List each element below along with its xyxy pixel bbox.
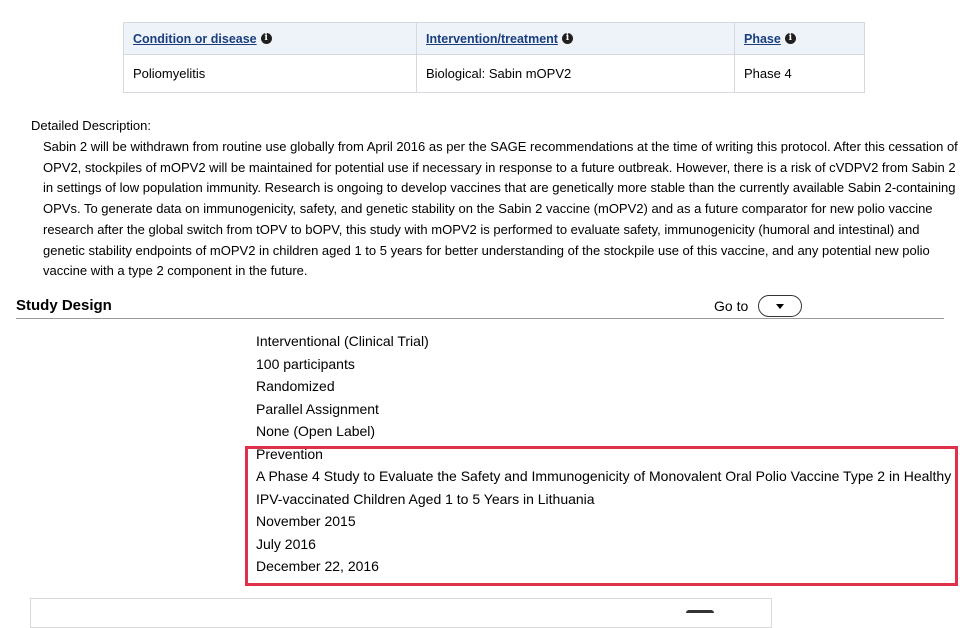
table-row xyxy=(124,54,864,92)
value-primary-purpose: Prevention xyxy=(256,446,323,462)
cell-intervention: Biological: Sabin mOPV2 xyxy=(417,54,735,92)
value-enrollment: 100 participants xyxy=(256,356,355,372)
conditions-table-header xyxy=(124,23,864,55)
goto-dropdown-button[interactable] xyxy=(758,295,802,317)
value-study-type: Interventional (Clinical Trial) xyxy=(256,333,429,349)
intervention-header-link[interactable]: Intervention/treatment xyxy=(426,31,558,46)
next-section-panel xyxy=(30,598,772,628)
phase-header-link[interactable]: Phase xyxy=(744,31,781,46)
section-divider xyxy=(16,318,944,319)
info-icon[interactable]: i xyxy=(261,33,272,44)
cell-phase: Phase 4 xyxy=(744,65,792,81)
condition-header-link[interactable]: Condition or disease xyxy=(133,31,257,46)
description-text: Sabin 2 will be withdrawn from routine use globally from April 2016 as per the SAGE recommendations at the time of writing this protocol. After this cessation of OPV2, stockpiles of mOPV2 will be maintained for potential use if necessary in response to a future outbreak. However, there is a risk of cVDPV2 from Sabin 2 in settings of low population immunity. Research is ongoing to develop vaccines that are genetically more stable than the currently available Sabin 2-containing OPVs. To generate data on immunogenicity, safety, and genetic stability on the Sabin 2 vaccine (mOPV2) and as a future comparator for new polio vaccine research after the global switch from tOPV to bOPV, this study with mOPV2 is performed to evaluate safety, immunogenicity (humoral and intestinal) and genetic stability endpoints of mOPV2 in children aged 1 to 5 years for better understanding of the stockpile use of this vaccine, and any potential new polio vaccine with a type 2 component in the future. xyxy=(43,139,958,279)
info-icon[interactable]: i xyxy=(562,33,573,44)
header-condition[interactable] xyxy=(124,23,417,54)
value-study-completion-date: December 22, 2016 xyxy=(256,558,379,574)
section-title: Study Design xyxy=(16,297,112,314)
value-allocation: Randomized xyxy=(256,378,335,394)
value-masking: None (Open Label) xyxy=(256,423,376,439)
info-icon[interactable]: i xyxy=(785,33,796,44)
value-official-title-line2: IPV-vaccinated Children Aged 1 to 5 Years in Lithuania xyxy=(256,491,595,507)
value-intervention-model: Parallel Assignment xyxy=(256,401,379,417)
header-intervention[interactable] xyxy=(417,23,735,54)
goto-label: Go to xyxy=(714,298,749,314)
value-primary-completion-date: July 2016 xyxy=(256,536,316,552)
value-official-title-line1: A Phase 4 Study to Evaluate the Safety and Immunogenicity of Monovalent Oral Polio Vaccine Type 2 in Healthy xyxy=(256,468,952,484)
conditions-table xyxy=(123,22,865,93)
value-study-start-date: November 2015 xyxy=(256,513,356,529)
header-phase[interactable] xyxy=(735,23,864,54)
caret-down-icon xyxy=(776,304,784,309)
description-label: Detailed Description: xyxy=(31,118,151,133)
cell-condition: Poliomyelitis xyxy=(124,54,417,92)
